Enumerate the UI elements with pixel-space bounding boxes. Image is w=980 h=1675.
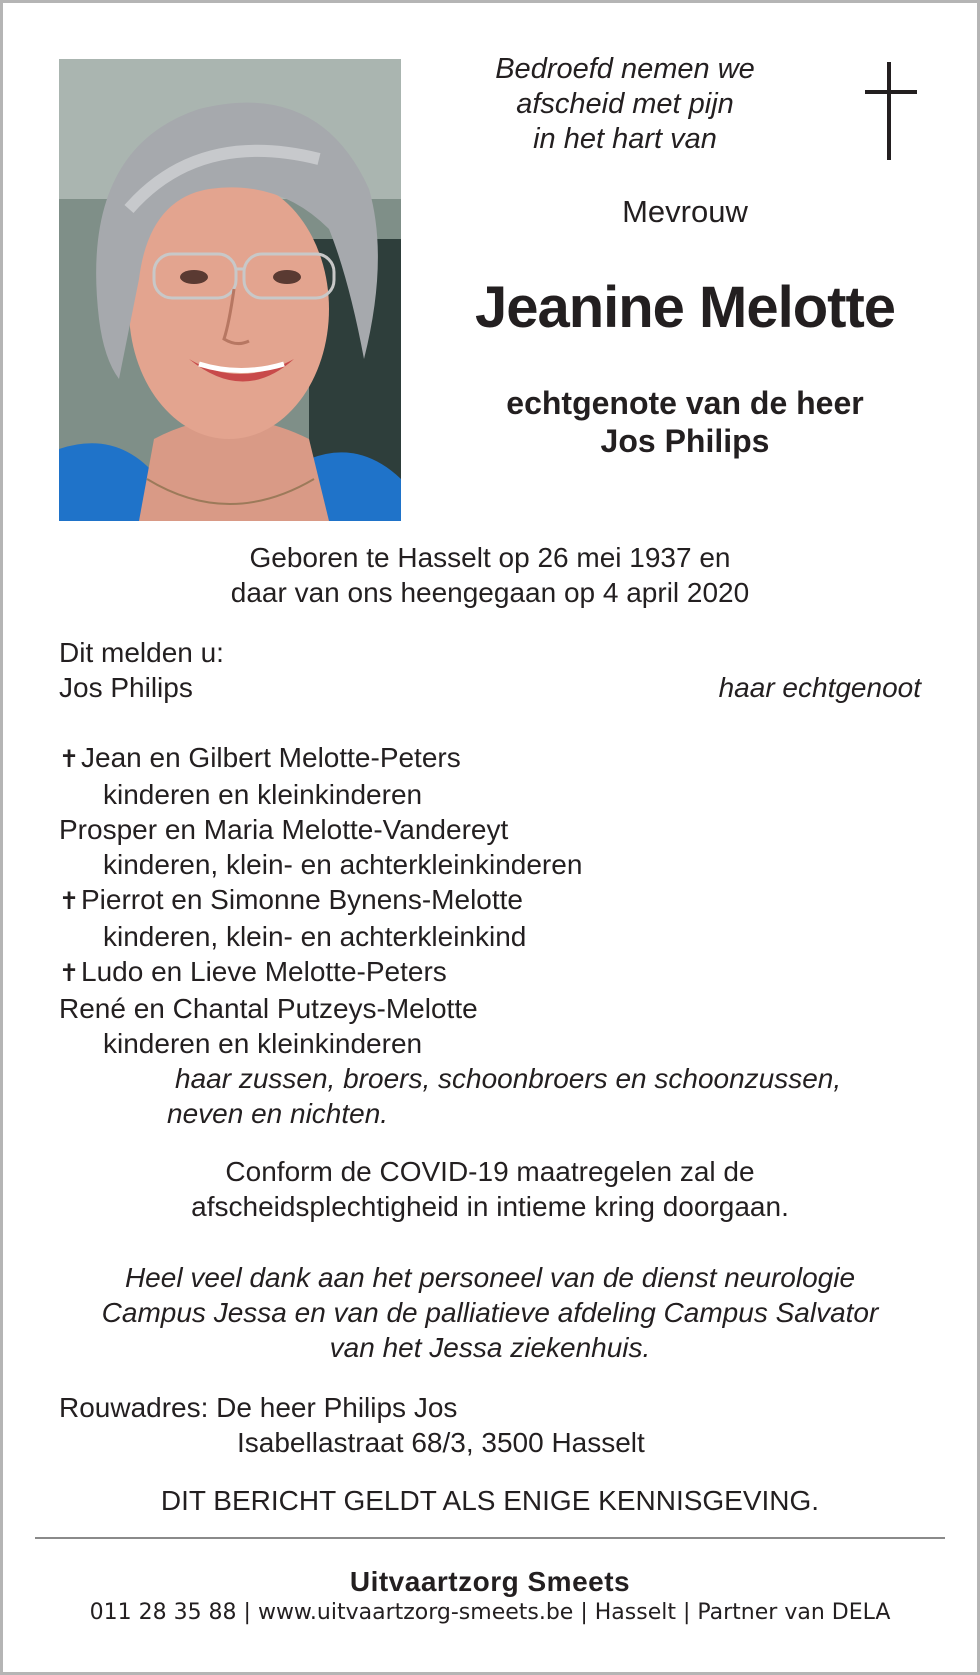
portrait-illustration [59,59,401,521]
spouse-announcer-name: Jos Philips [59,672,193,703]
mourning-address-street: Isabellastraat 68/3, 3500 Hasselt [237,1427,645,1458]
family-descendants: kinderen, klein- en achterkleinkind [103,921,527,952]
family-entry [59,954,921,991]
family-list [59,740,921,1131]
thanks-line: Heel veel dank aan het personeel van de dienst neurologie [124,1262,856,1293]
spouse-relation: echtgenote van de heer [506,385,864,421]
spouse-name: Jos Philips [600,423,770,459]
footer-divider [35,1537,945,1539]
covid-notice [40,1154,940,1224]
mourning-address-label: Rouwadres: De heer Philips Jos [59,1392,458,1423]
family-name: Pierrot en Simonne Bynens-Melotte [81,884,523,915]
death-line: daar van ons heengegaan op 4 april 2020 [230,577,750,608]
thanks-text [40,1260,940,1365]
birth-death-statement [59,540,921,610]
family-entry [59,882,921,919]
family-descendants: kinderen en kleinkinderen [103,779,423,810]
deceased-cross-icon: ✝ [59,960,80,987]
covid-line: afscheidsplechtigheid in intieme kring doorgaan. [191,1191,789,1222]
family-name: Ludo en Lieve Melotte-Peters [81,956,447,987]
spouse-line [440,384,930,460]
extended-family-line: neven en nichten. [167,1098,389,1129]
family-entry [59,812,921,847]
announcers-heading: Dit melden u: [59,637,224,668]
family-name: René en Chantal Putzeys-Melotte [59,993,478,1024]
covid-line: Conform de COVID-19 maatregelen zal de [225,1156,755,1187]
portrait-photo [59,59,401,521]
deceased-name: Jeanine Melotte [474,275,896,340]
intro-line: Bedroefd nemen we [495,53,755,85]
intro-line: in het hart van [533,123,717,155]
spouse-announcer-row [59,670,921,705]
funeral-firm-contact: 011 28 35 88 | www.uitvaartzorg-smeets.be | Hasselt | Partner van DELA [89,1600,891,1625]
intro-line: afscheid met pijn [516,88,734,120]
announcers-section [59,635,921,705]
family-name: Jean en Gilbert Melotte-Peters [81,742,461,773]
mourning-address [59,1390,921,1460]
intro-text [440,52,810,157]
extended-family-line: haar zussen, broers, schoonbroers en schoonzussen, [175,1063,842,1094]
birth-line: Geboren te Hasselt op 26 mei 1937 en [249,542,731,573]
salutation: Mevrouw [622,194,748,229]
family-descendants: kinderen en kleinkinderen [103,1028,423,1059]
spouse-announcer-role: haar echtgenoot [718,672,921,703]
thanks-line: Campus Jessa en van de palliatieve afdeling Campus Salvator [101,1297,879,1328]
funeral-firm-name: Uitvaartzorg Smeets [349,1566,631,1597]
family-name: Prosper en Maria Melotte-Vandereyt [59,814,509,845]
family-entry [59,740,921,777]
deceased-cross-icon: ✝ [59,888,80,915]
latin-cross-icon [860,62,922,160]
family-entry [59,991,921,1026]
notice-text: DIT BERICHT GELDT ALS ENIGE KENNISGEVING. [160,1485,820,1516]
deceased-cross-icon: ✝ [59,746,80,773]
thanks-line: van het Jessa ziekenhuis. [329,1332,651,1363]
family-descendants: kinderen, klein- en achterkleinkinderen [103,849,583,880]
